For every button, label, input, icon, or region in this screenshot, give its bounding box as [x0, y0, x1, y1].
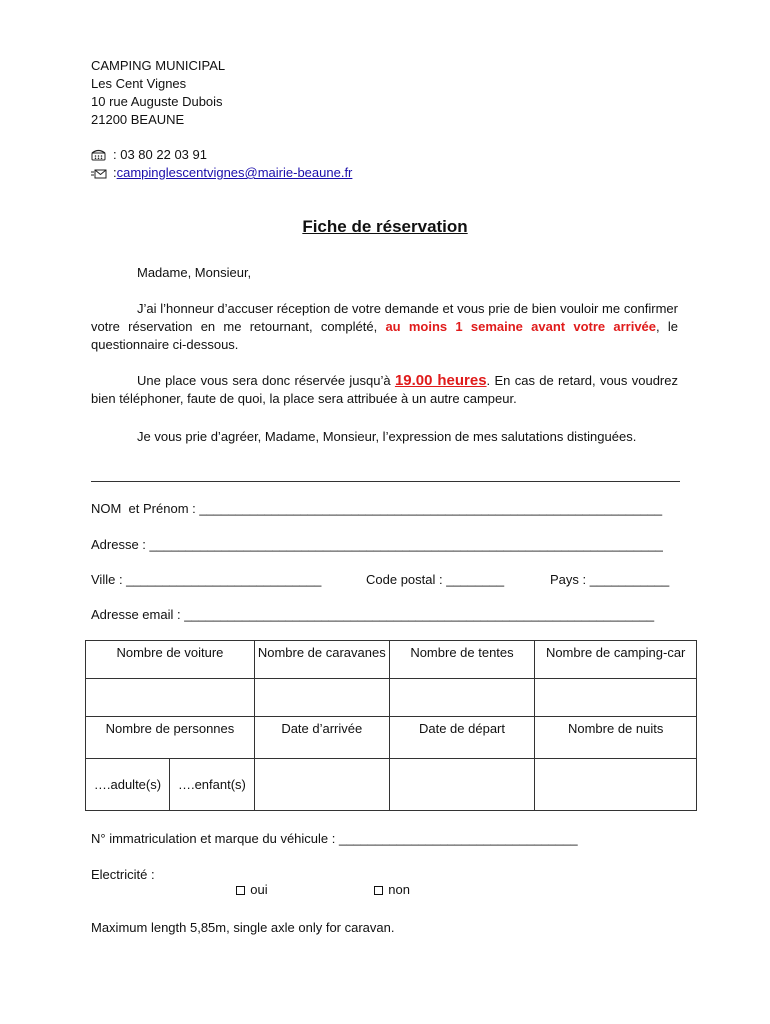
camping-address [91, 57, 225, 129]
camping-street: 10 rue Auguste Dubois [91, 94, 223, 109]
page-title [0, 217, 770, 237]
p1-text-a: J’ai l’honneur d’accuser réception de votre demande et vous prie de bien vouloir me confirmer votre réservation en me retournant, complété, [91, 301, 678, 334]
telephone-icon [91, 149, 113, 161]
header-caravans: Nombre de caravanes [254, 641, 389, 679]
table-input-row-2 [86, 759, 697, 811]
footer-note: Maximum length 5,85m, single axle only for caravan. [91, 920, 395, 935]
p2-hour: 19.00 heures [394, 372, 487, 389]
header-persons: Nombre de personnes [86, 717, 255, 759]
header-arrival: Date d’arrivée [254, 717, 389, 759]
email-field[interactable]: Adresse email : _________________________________________________________________ [91, 607, 655, 622]
adults-input[interactable]: ….adulte(s) [86, 759, 170, 811]
header-campers: Nombre de camping-car [535, 641, 697, 679]
paragraph-2 [91, 372, 678, 408]
paragraph-1 [91, 300, 678, 354]
phone-number: : 03 80 22 03 91 [113, 147, 207, 162]
phone-row [91, 146, 352, 164]
contact-block [91, 146, 352, 182]
children-input[interactable]: ….enfant(s) [169, 759, 254, 811]
electricity-no-label: non [388, 882, 410, 897]
salutation: Madame, Monsieur, [137, 265, 252, 280]
vehicle-field[interactable]: N° immatriculation et marque du véhicule : _________________________________ [91, 831, 578, 846]
checkbox-icon[interactable] [374, 886, 383, 895]
city-field[interactable]: Ville : ___________________________ [91, 572, 322, 587]
cars-input[interactable] [86, 679, 255, 717]
caravans-input[interactable] [254, 679, 389, 717]
tents-input[interactable] [389, 679, 535, 717]
title-text: Fiche de réservation [302, 217, 468, 236]
paragraph-3: Je vous prie d’agréer, Madame, Monsieur, l’expression de mes salutations distinguées. [137, 429, 637, 444]
header-tents: Nombre de tentes [389, 641, 535, 679]
p1-text-b: , le questionnaire ci-dessous. [91, 319, 679, 352]
country-field[interactable]: Pays : ___________ [550, 572, 670, 587]
electricity-yes-label: oui [250, 882, 268, 897]
p2-text-a: Une place vous sera donc réservée jusqu’à [137, 373, 395, 388]
header-nights: Nombre de nuits [535, 717, 697, 759]
camping-subname: Les Cent Vignes [91, 76, 187, 91]
nights-input[interactable] [535, 759, 697, 811]
divider [91, 481, 680, 482]
electricity-no-option[interactable] [367, 867, 410, 897]
checkbox-icon[interactable] [236, 886, 245, 895]
email-row [91, 164, 352, 182]
postal-code-field[interactable]: Code postal : ________ [366, 572, 505, 587]
email-prefix: : [113, 165, 117, 180]
departure-input[interactable] [389, 759, 535, 811]
p1-deadline: au moins 1 semaine avant votre arrivée [385, 319, 657, 334]
electricity-yes-option[interactable] [229, 867, 268, 897]
arrival-input[interactable] [254, 759, 389, 811]
header-cars: Nombre de voiture [86, 641, 255, 679]
electricity-label: Electricité : [91, 867, 155, 882]
camping-city: 21200 BEAUNE [91, 112, 185, 127]
table-input-row-1 [86, 679, 697, 717]
address-field[interactable]: Adresse : _______________________________________________________________________ [91, 537, 663, 552]
campers-input[interactable] [535, 679, 697, 717]
envelope-icon [91, 167, 113, 179]
p2-text-b: . En cas de retard, vous voudrez bien téléphoner, faute de quoi, la place sera attribuée à un autre campeur. [91, 373, 678, 406]
table-header-row-2 [86, 717, 697, 759]
name-field[interactable]: NOM et Prénom : ________________________________________________________________ [91, 501, 663, 516]
table-header-row-1 [86, 641, 697, 679]
email-link[interactable]: campinglescentvignes@mairie-beaune.fr [116, 165, 353, 180]
camping-name: CAMPING MUNICIPAL [91, 58, 226, 73]
reservation-table [85, 640, 697, 811]
header-departure: Date de départ [389, 717, 535, 759]
